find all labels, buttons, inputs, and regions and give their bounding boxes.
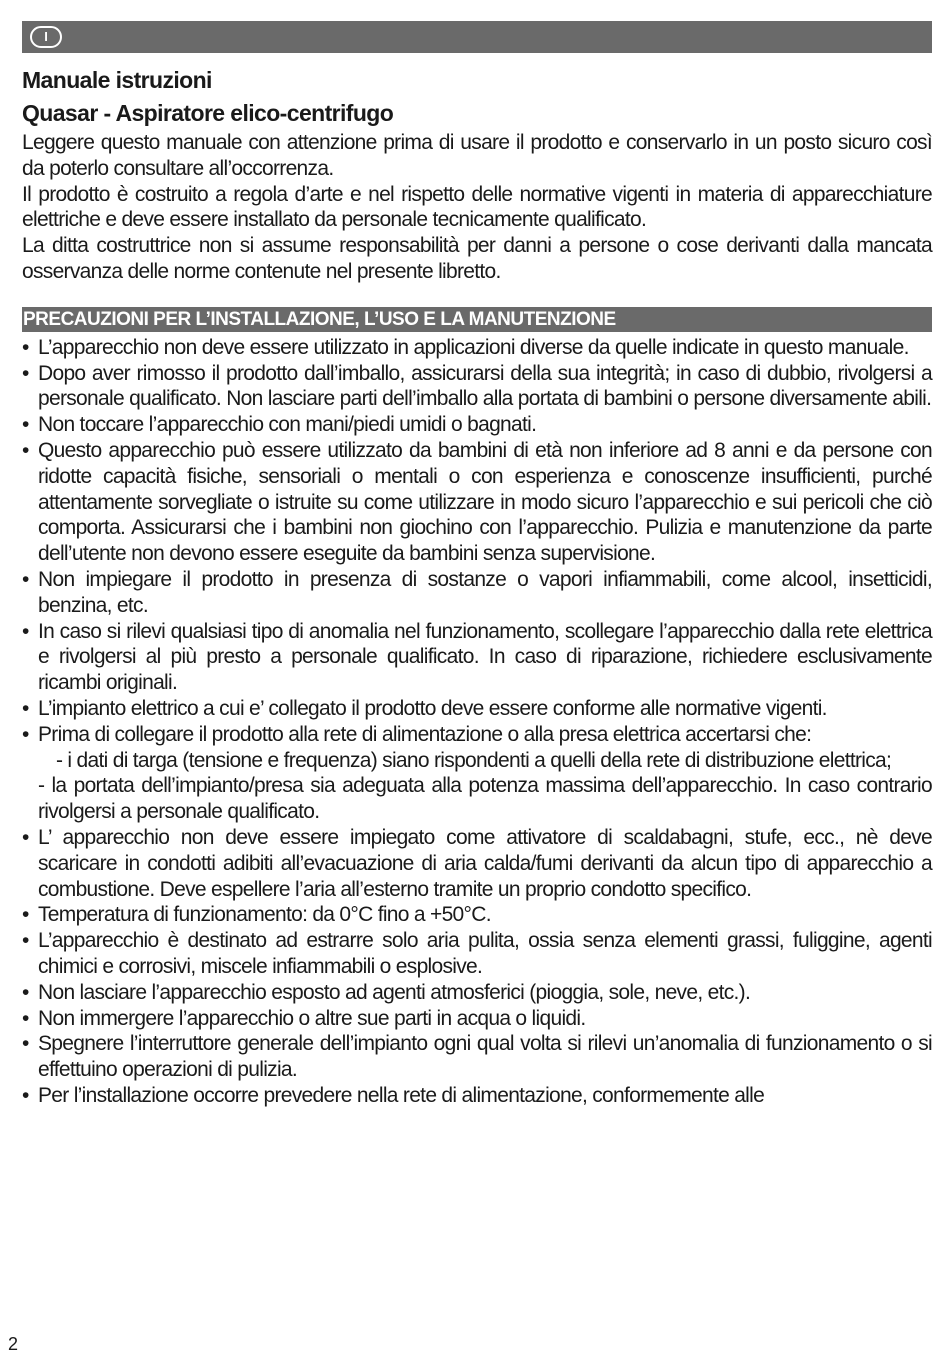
list-item-text: L’ apparecchio non deve essere impiegato come attivatore di scaldabagni, stufe, ecc., nè deve scaricare in condotti adibiti all’evacuazione di aria calda/fumi derivanti da alcun tipo di apparecchio a combustione. Deve espellere l’aria all’esterno tramite un proprio condotto specifico. — [38, 825, 932, 901]
list-item-text: Prima di collegare il prodotto alla rete di alimentazione o alla presa elettrica accertarsi che: — [38, 722, 812, 746]
list-item — [22, 902, 932, 928]
bullet-icon: • — [22, 696, 29, 720]
list-item-text: Per l’installazione occorre prevedere nella rete di alimentazione, conformemente alle — [38, 1083, 765, 1107]
list-item — [22, 980, 932, 1006]
intro-paragraph: La ditta costruttrice non si assume responsabilità per danni a persone o cose derivanti dalla mancata osservanza delle norme contenute nel presente libretto. — [22, 234, 932, 283]
list-item — [22, 928, 932, 980]
bullet-icon: • — [22, 1006, 29, 1030]
bullet-icon: • — [22, 619, 29, 643]
sub-item-socket-capacity: - la portata dell’impianto/presa sia adeguata alla potenza massima dell’apparecchio. In caso contrario rivolgersi a personale qualificato. — [38, 774, 932, 824]
list-item-text: Spegnere l’interruttore generale dell’impianto ogni qual volta si rilevi un’anomalia di funzionamento o si effettuino operazioni di pulizia. — [38, 1032, 932, 1082]
product-subtitle: Quasar - Aspiratore elico-centrifugo — [22, 100, 394, 126]
list-item — [22, 696, 932, 722]
list-item-text: L’apparecchio è destinato ad estrarre solo aria pulita, ossia senza elementi grassi, fuliggine, agenti chimici e corrosivi, miscele infiammabili o esplosive. — [38, 929, 932, 978]
list-item-text: Non immergere l’apparecchio o altre sue parti in acqua o liquidi. — [38, 1006, 586, 1030]
list-item — [22, 1083, 932, 1109]
sub-item-rating-plate: - i dati di targa (tensione e frequenza) siano rispondenti a quelli della rete di distribuzione elettrica; — [56, 748, 892, 772]
page-number: 2 — [8, 1334, 19, 1354]
manual-content — [22, 64, 932, 1109]
list-item — [22, 412, 932, 438]
list-item-text: Questo apparecchio può essere utilizzato da bambini di età non inferiore ad 8 anni e da persone con ridotte capacità fisiche, sensoriali o mentali o con esperienza e conoscenze insufficienti, purché attentamente sorvegliate o istruite su come utilizzare in modo sicuro l’apparecchio e sui pericoli che ciò comporta. Assicurarsi che i bambini non giochino con l’apparecchio. Pulizia e manutenzione da parte dell’utente non devono essere eseguite da bambini senza supervisione. — [38, 438, 932, 566]
list-item-text: Non lasciare l’apparecchio esposto ad agenti atmosferici (pioggia, sole, neve, etc.). — [38, 980, 751, 1004]
bullet-icon: • — [22, 438, 29, 462]
list-item-text: In caso si rilevi qualsiasi tipo di anomalia nel funzionamento, scollegare l’apparecchio dalla rete elettrica e rivolgersi al più presto a personale qualificato. In caso di riparazione, richiedere esclusivamente ricambi originali. — [38, 619, 932, 695]
bullet-icon: • — [22, 722, 29, 746]
list-item — [22, 361, 932, 413]
intro-paragraph: Leggere questo manuale con attenzione prima di usare il prodotto e conservarlo in un posto sicuro così da poterlo consultare all’occorrenza. — [22, 131, 932, 180]
bullet-icon: • — [22, 335, 29, 359]
list-item-text: L’apparecchio non deve essere utilizzato in applicazioni diverse da quelle indicate in questo manuale. — [38, 335, 909, 359]
list-item — [22, 438, 932, 567]
intro-paragraph: Il prodotto è costruito a regola d’arte e nel rispetto delle normative vigenti in materia di apparecchiature elettriche e deve essere installato da personale tecnicamente qualificato. — [22, 182, 932, 232]
bullet-icon: • — [22, 567, 29, 591]
bullet-icon: • — [22, 1083, 29, 1107]
list-item — [22, 567, 932, 619]
bullet-icon: • — [22, 929, 29, 953]
list-item-text: L’impianto elettrico a cui e’ collegato il prodotto deve essere conforme alle normative vigenti. — [38, 696, 827, 720]
precautions-list — [22, 335, 932, 1109]
list-item — [22, 1031, 932, 1083]
language-header-bar — [22, 21, 932, 53]
list-item — [22, 1006, 932, 1032]
bullet-icon: • — [22, 413, 29, 437]
bullet-icon: • — [22, 825, 29, 849]
language-badge: I — [30, 26, 62, 48]
list-item-text: Temperatura di funzionamento: da 0°C fino a +50°C. — [38, 903, 491, 927]
bullet-icon: • — [22, 980, 29, 1004]
list-item-text: Non impiegare il prodotto in presenza di sostanze o vapori infiammabili, come alcool, insetticidi, benzina, etc. — [38, 567, 932, 617]
manual-title: Manuale istruzioni — [22, 67, 212, 93]
list-item-text: Non toccare l’apparecchio con mani/piedi umidi o bagnati. — [38, 413, 537, 437]
bullet-icon: • — [22, 1032, 29, 1056]
bullet-icon: • — [22, 903, 29, 927]
list-item — [22, 825, 932, 902]
list-item — [22, 619, 932, 696]
list-item — [22, 335, 932, 361]
intro-paragraphs — [22, 130, 932, 285]
list-item-text: Dopo aver rimosso il prodotto dall’imballo, assicurarsi della sua integrità; in caso di dubbio, rivolgersi a personale qualificato. Non lasciare parti dell’imballo alla portata di bambini o persone diversamente abili. — [38, 361, 932, 411]
list-item-with-subitems — [22, 722, 932, 825]
section-title: PRECAUZIONI PER L’INSTALLAZIONE, L’USO E LA MANUTENZIONE — [22, 307, 932, 332]
bullet-icon: • — [22, 361, 29, 385]
